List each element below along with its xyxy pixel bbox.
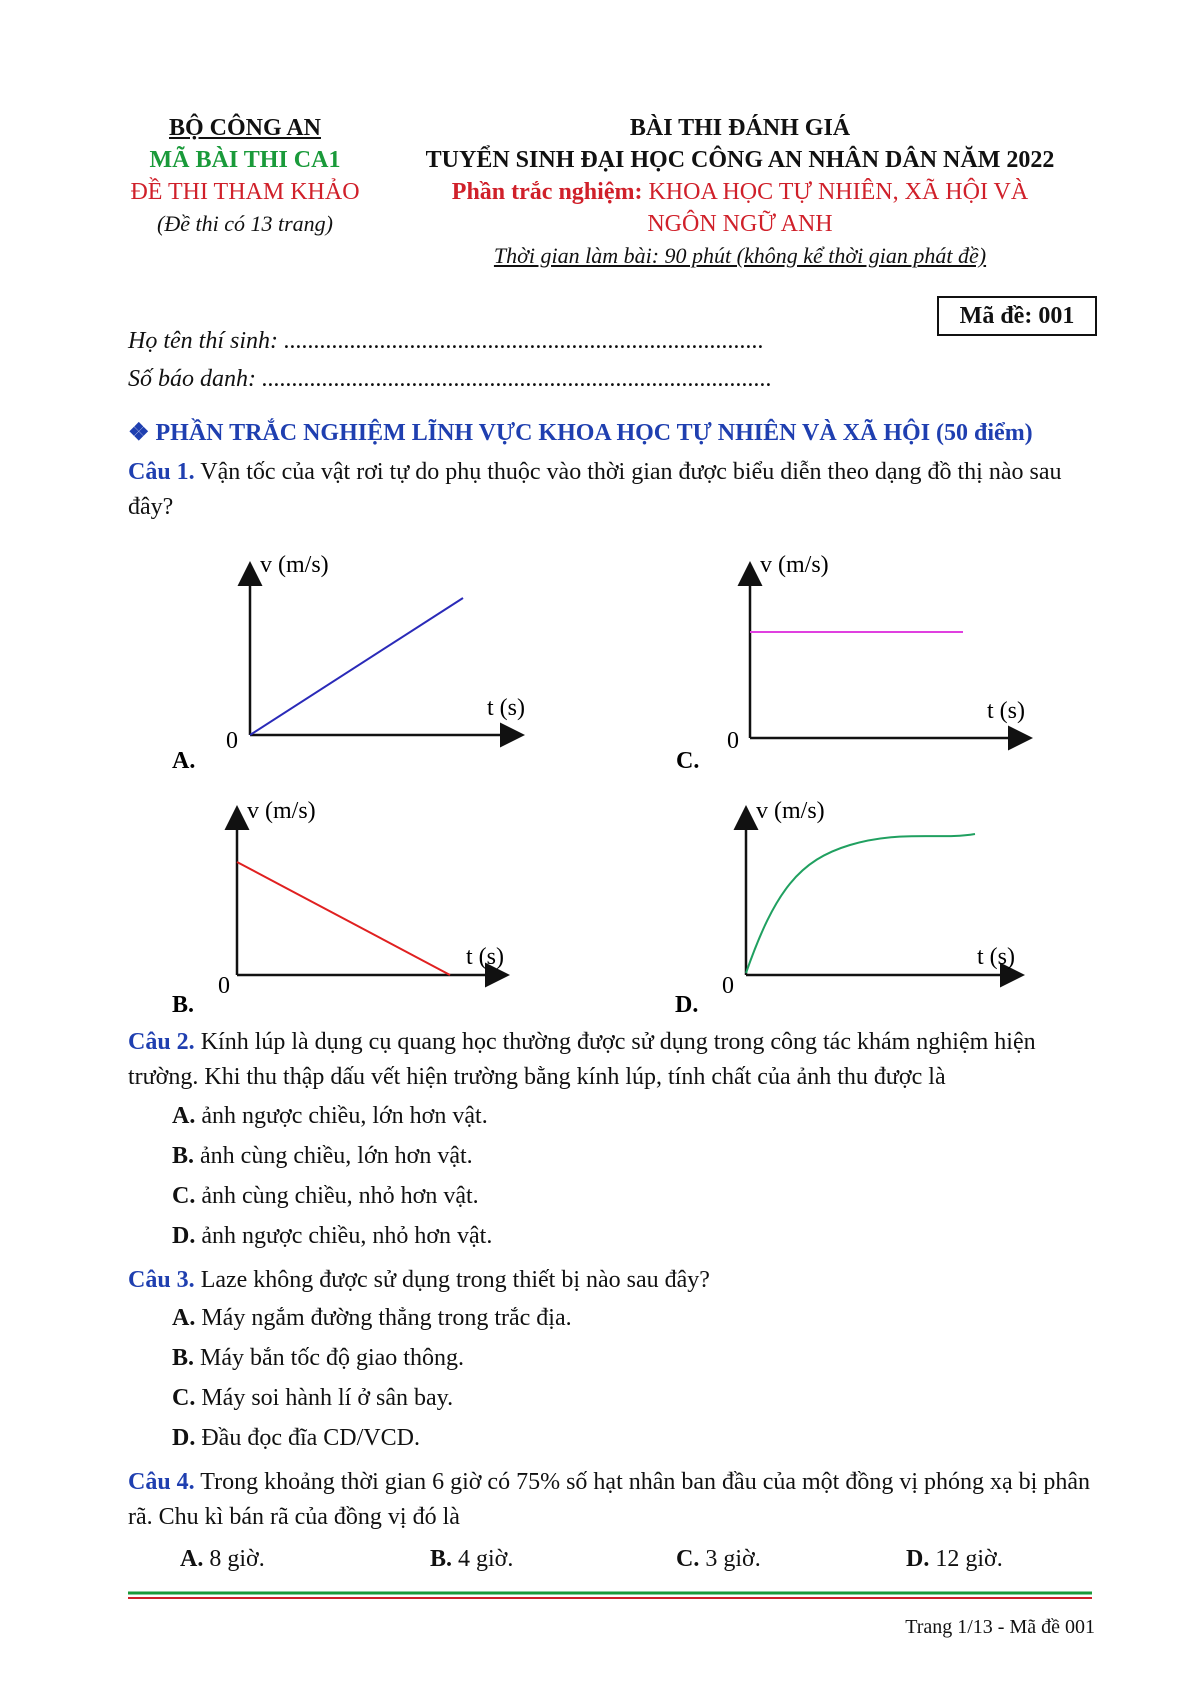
graph-d <box>675 798 1020 1018</box>
exam-subtitle: TUYỂN SINH ĐẠI HỌC CÔNG AN NHÂN DÂN NĂM 2022 <box>425 147 1055 173</box>
velocity-curve <box>746 834 975 973</box>
part-subject-line1: KHOA HỌC TỰ NHIÊN, XÃ HỘI VÀ <box>648 179 1029 205</box>
q4-option-c[interactable]: C. 3 giờ. <box>676 1546 761 1572</box>
y-axis-label: v (m/s) <box>247 798 316 824</box>
x-axis-label: t (s) <box>977 944 1015 970</box>
page-count-note: (Đề thi có 13 trang) <box>157 211 333 236</box>
question-number: Câu 3. <box>128 1267 195 1293</box>
exam-code-title: MÃ BÀI THI CA1 <box>149 147 341 173</box>
question-number: Câu 1. <box>128 459 195 485</box>
reference-label: ĐỀ THI THAM KHẢO <box>130 179 360 205</box>
candidate-name-field: Họ tên thí sinh: ................................................................................ <box>128 328 764 354</box>
question-text: Vận tốc của vật rơi tự do phụ thuộc vào thời gian được biểu diễn theo dạng đồ thị nào sau đây? <box>128 459 1062 520</box>
page-footer: Trang 1/13 - Mã đề 001 <box>905 1616 1095 1638</box>
question-text: Laze không được sử dụng trong thiết bị nào sau đây? <box>200 1267 710 1293</box>
graph-key: B. <box>172 992 195 1018</box>
q3-option-a[interactable]: A. Máy ngắm đường thẳng trong trắc địa. <box>172 1305 572 1331</box>
time-note: Thời gian làm bài: 90 phút (không kể thời gian phát đề) <box>493 243 987 268</box>
q4-option-b[interactable]: B. 4 giờ. <box>430 1546 514 1572</box>
candidate-id-field: Số báo danh: ..................................................................................... <box>128 366 772 392</box>
question-number: Câu 2. <box>128 1029 195 1055</box>
graph-a <box>172 552 525 774</box>
q2-option-d[interactable]: D. ảnh ngược chiều, nhỏ hơn vật. <box>172 1223 493 1249</box>
question-text: Trong khoảng thời gian 6 giờ có 75% số hạt nhân ban đầu của một đồng vị phóng xạ bị phân rã. Chu kì bán rã của đồng vị đó là <box>128 1469 1090 1530</box>
q4-option-a[interactable]: A. 8 giờ. <box>180 1546 265 1572</box>
graph-key: A. <box>172 748 196 774</box>
q2-option-c[interactable]: C. ảnh cùng chiều, nhỏ hơn vật. <box>172 1183 479 1209</box>
x-axis-label: t (s) <box>987 698 1025 724</box>
exam-title: BÀI THI ĐÁNH GIÁ <box>629 115 851 141</box>
q2-option-a[interactable]: A. ảnh ngược chiều, lớn hơn vật. <box>172 1103 488 1129</box>
y-axis-label: v (m/s) <box>260 552 329 578</box>
question-number: Câu 4. <box>128 1469 195 1495</box>
graph-key: C. <box>676 748 700 774</box>
part-label: Phần trắc nghiệm: <box>451 179 643 205</box>
x-axis-label: t (s) <box>466 944 504 970</box>
origin-label: 0 <box>727 728 739 754</box>
origin-label: 0 <box>218 973 230 999</box>
velocity-line <box>250 598 463 735</box>
y-axis-label: v (m/s) <box>760 552 829 578</box>
part-subject-line2: NGÔN NGỮ ANH <box>647 211 833 237</box>
origin-label: 0 <box>226 728 238 754</box>
question-3 <box>128 1263 1100 1298</box>
q3-option-d[interactable]: D. Đầu đọc đĩa CD/VCD. <box>172 1425 420 1451</box>
graph-c <box>676 552 1028 774</box>
q2-option-b[interactable]: B. ảnh cùng chiều, lớn hơn vật. <box>172 1143 473 1169</box>
exam-code-box: Mã đề: 001 <box>937 296 1097 336</box>
graph-key: D. <box>675 992 699 1018</box>
graph-b <box>172 798 505 1018</box>
y-axis-label: v (m/s) <box>756 798 825 824</box>
q3-option-c[interactable]: C. Máy soi hành lí ở sân bay. <box>172 1385 454 1411</box>
x-axis-label: t (s) <box>487 695 525 721</box>
ministry-name: BỘ CÔNG AN <box>168 115 321 141</box>
section-title: ❖ PHẦN TRẮC NGHIỆM LĨNH VỰC KHOA HỌC TỰ NHIÊN VÀ XÃ HỘI (50 điểm) <box>128 420 1033 446</box>
velocity-line <box>237 862 450 975</box>
q4-option-d[interactable]: D. 12 giờ. <box>906 1546 1003 1572</box>
question-2 <box>128 1025 1100 1095</box>
q3-option-b[interactable]: B. Máy bắn tốc độ giao thông. <box>172 1345 464 1371</box>
question-4 <box>128 1465 1100 1535</box>
origin-label: 0 <box>722 973 734 999</box>
question-text: Kính lúp là dụng cụ quang học thường được sử dụng trong công tác khám nghiệm hiện trường. Khi thu thập dấu vết hiện trường bằng kính lúp, tính chất của ảnh thu được là <box>128 1029 1036 1090</box>
